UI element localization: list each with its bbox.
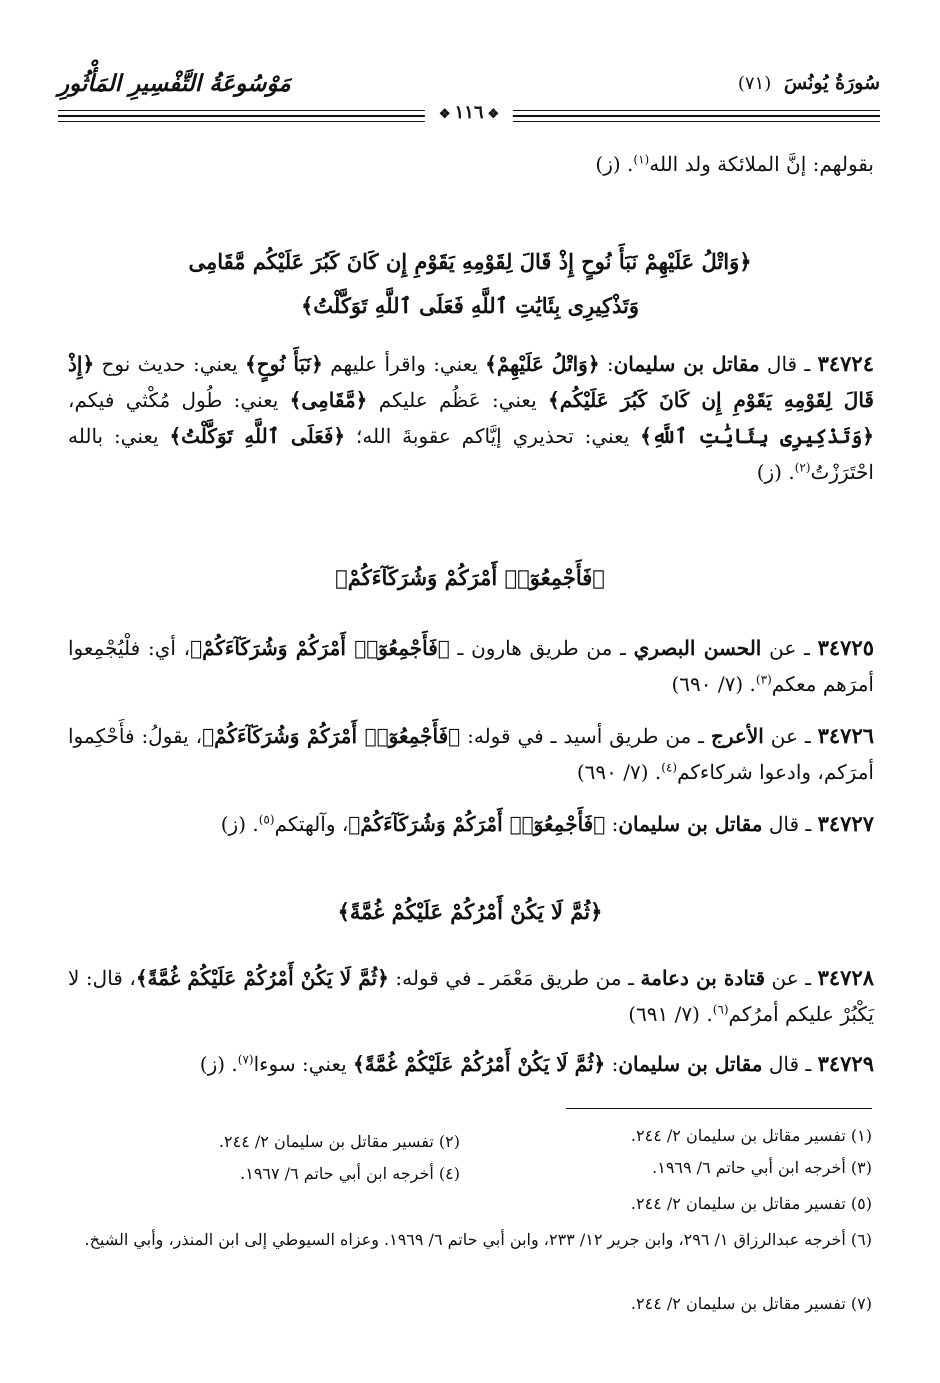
quote: ﴿فَأَجْمِعُوٓا۟ أَمْرَكُمْ وَشُرَكَآءَكُمْ﴾ — [202, 724, 461, 748]
footnote-ref: (٢) — [794, 460, 811, 475]
entry-34726: ٣٤٧٢٦ ـ عن الأعرج ـ من طريق أسيد ـ في قوله: ﴿فَأَجْمِعُوٓا۟ أَمْرَكُمْ وَشُرَكَآءَكُمْ﴾، يقولُ: فأَحْكِموا أمرَكم، وادعوا شركاءكم$^{(٤)}$. (٧/ ٦٩٠) — [68, 723, 875, 784]
quote: ﴿مَّقَامِى﴾ — [289, 388, 368, 412]
verse-number: (٧١) — [737, 73, 772, 94]
quote: ﴿ثُمَّ لَا يَكُنْ أَمْرُكُمْ عَلَيْكُمْ غُمَّةً﴾ — [135, 966, 389, 990]
narrator: الحسن البصري — [633, 636, 762, 660]
narrator: قتادة بن دعامة — [640, 966, 766, 990]
entry-number: ٣٤٧٢٦ — [817, 723, 875, 748]
quote: ﴿وَتَذْكِيرِى بِئَايَٰتِ ٱللَّهِ﴾ — [640, 424, 874, 448]
ornament-icon: ❖ — [487, 107, 500, 122]
footnote-ref: (٧) — [237, 1052, 254, 1067]
book-title: مَوْسُوعَةُ التَّفْسِيرِ المَأْثُورِ — [58, 70, 291, 97]
narrator: مقاتل بن سليمان — [618, 812, 763, 836]
footnote-ref: (٦) — [712, 1002, 729, 1017]
quote: ﴿فَأَجْمِعُوٓا۟ أَمْرَكُمْ وَشُرَكَآءَكُمْ﴾ — [190, 636, 450, 660]
footnote-1: (١) تفسير مقاتل بن سليمان ٢/ ٢٤٤. — [630, 1126, 872, 1145]
entry-34727: ٣٤٧٢٧ ـ قال مقاتل بن سليمان: ﴿فَأَجْمِعُوٓا۟ أَمْرَكُمْ وَشُرَكَآءَكُمْ﴾، وآلهتكم$^{(٥)}$. (ز) — [220, 811, 874, 836]
entry-number: ٣٤٧٢٨ — [817, 965, 875, 990]
footnote-4: (٤) أخرجه ابن أبي حاتم ٦/ ١٩٦٧. — [240, 1164, 460, 1183]
quote: ﴿ثُمَّ لَا يَكُنْ أَمْرُكُمْ عَلَيْكُمْ غُمَّةً﴾ — [353, 1052, 606, 1076]
entry-34728: ٣٤٧٢٨ ـ عن قتادة بن دعامة ـ من طريق مَعْمَر ـ في قوله: ﴿ثُمَّ لَا يَكُنْ أَمْرُكُمْ عَلَيْكُمْ غُمَّةً﴾، قال: لا يَكْبُرْ عليكم أمرُكم$^{(٦)}$. (٧/ ٦٩١) — [68, 965, 875, 1026]
quote: ﴿فَأَجْمِعُوٓا۟ أَمْرَكُمْ وَشُرَكَآءَكُمْ﴾ — [348, 812, 606, 836]
footnote-ref: (١) — [633, 152, 650, 167]
entry-number: ٣٤٧٢٤ — [817, 351, 874, 376]
ornament-icon: ❖ — [438, 107, 451, 122]
quote: ﴿نَبَأَ نُوحٍ﴾ — [244, 352, 323, 376]
narrator: مقاتل بن سليمان — [618, 1052, 763, 1076]
page-header — [58, 66, 880, 130]
quote: ﴿فَعَلَى ٱللَّهِ تَوَكَّلْتُ﴾ — [169, 424, 346, 448]
quran-verse-heading — [66, 240, 874, 328]
verse-line: ﴿وَاتْلُ عَلَيْهِمْ نَبَأَ نُوحٍ إِذْ قَالَ لِقَوْمِهِ يَقَوْمِ إِن كَانَ كَبُرَ عَلَيْكُم مَّقَامِى — [188, 249, 752, 274]
footnote-ref: (٣) — [755, 672, 772, 687]
entry-number: ٣٤٧٢٩ — [817, 1051, 874, 1076]
entry-34729: ٣٤٧٢٩ ـ قال مقاتل بن سليمان: ﴿ثُمَّ لَا يَكُنْ أَمْرُكُمْ عَلَيْكُمْ غُمَّةً﴾ يعني: سوءا$^{(٧)}$. (ز) — [199, 1051, 874, 1076]
quran-verse-heading — [66, 556, 874, 600]
quote: ﴿إِذْ قَالَ لِقَوْمِهِ يَقَوْمِ إِن كَانَ كَبُرَ عَلَيْكُم﴾ — [68, 352, 874, 412]
footnote-6: (٦) أخرجه عبدالرزاق ١/ ٢٩٦، وابن جرير ١٢/ ٢٣٣، وابن أبي حاتم ٦/ ١٩٦٩. وعزاه السيوطي إلى ابن المنذر، وأبي الشيخ. — [84, 1230, 872, 1249]
entry-number: ٣٤٧٢٧ — [817, 811, 874, 836]
entry-34725: ٣٤٧٢٥ ـ عن الحسن البصري ـ من طريق هارون ـ ﴿فَأَجْمِعُوٓا۟ أَمْرَكُمْ وَشُرَكَآءَكُمْ﴾، أي: فلْيُجْمِعوا أمرَهم معكم$^{(٣)}$. (٧/ ٦٩٠) — [68, 635, 874, 696]
footnote-3: (٣) أخرجه ابن أبي حاتم ٦/ ١٩٦٩. — [652, 1158, 872, 1177]
footnote-separator — [566, 1108, 872, 1109]
footnote-ref: (٤) — [661, 760, 678, 775]
verse-line: ﴿ثُمَّ لَا يَكُنْ أَمْرُكُمْ عَلَيْكُمْ غُمَّةً﴾ — [337, 899, 603, 924]
entry-34724: ٣٤٧٢٤ ـ قال مقاتل بن سليمان: ﴿وَاتْلُ عَلَيْهِمْ﴾ يعني: واقرأ عليهم ﴿نَبَأَ نُوحٍ﴾ يعني: حديث نوح ﴿إِذْ قَالَ لِقَوْمِهِ يَقَوْمِ إِن كَانَ كَبُرَ عَلَيْكُم﴾ يعني: عَظُم عليكم ﴿مَّقَامِى﴾ يعني: طُول مُكْثي فيكم، ﴿وَتَذْكِيرِى بِئَايَٰتِ ٱللَّهِ﴾ يعني: تحذيري إيَّاكم عقوبةَ الله؛ ﴿فَعَلَى ٱللَّهِ تَوَكَّلْتُ﴾ يعني: بالله احْتَرَزْتُ$^{(٢)}$. (ز) — [68, 351, 874, 484]
footnote-5: (٥) تفسير مقاتل بن سليمان ٢/ ٢٤٤. — [630, 1194, 872, 1213]
verse-line: وَتَذْكِيرِى بِئَايَٰتِ ٱللَّهِ فَعَلَى ٱللَّهِ تَوَكَّلْتُ﴾ — [301, 293, 639, 318]
intro-line: بقولهم: إنَّ الملائكة ولد الله$^{(١)}$. (ز) — [595, 152, 874, 176]
verse-line: ﴿فَأَجْمِعُوٓا۟ أَمْرَكُمْ وَشُرَكَآءَكُمْ﴾ — [335, 565, 605, 590]
narrator: الأعرج — [710, 724, 764, 748]
entry-number: ٣٤٧٢٥ — [817, 635, 874, 660]
page-number-value: ١١٦ — [454, 102, 484, 123]
footnote-ref: (٥) — [258, 812, 275, 827]
page-number — [425, 102, 513, 123]
footnote-7: (٧) تفسير مقاتل بن سليمان ٢/ ٢٤٤. — [630, 1294, 872, 1313]
sura-title — [738, 72, 880, 94]
sura-name: سُورَةُ يُونُسَ — [783, 72, 880, 94]
quote: ﴿وَاتْلُ عَلَيْهِمْ﴾ — [485, 352, 600, 376]
narrator: مقاتل بن سليمان — [613, 352, 760, 376]
quran-verse-heading — [66, 890, 874, 934]
footnote-2: (٢) تفسير مقاتل بن سليمان ٢/ ٢٤٤. — [218, 1132, 460, 1151]
